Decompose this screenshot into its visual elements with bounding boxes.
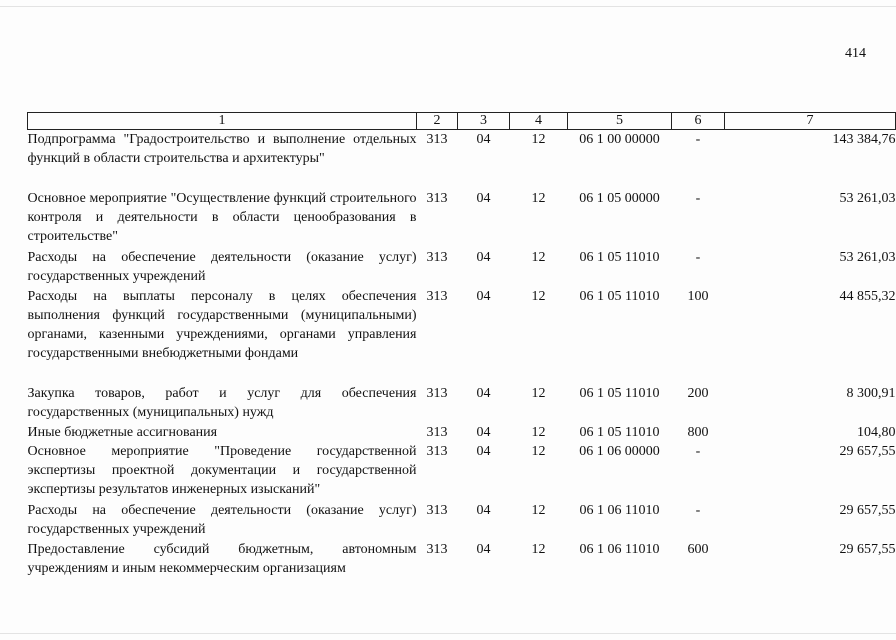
row-col-3: 04 bbox=[476, 443, 491, 459]
table-row bbox=[28, 423, 896, 442]
row-col-6: - bbox=[695, 502, 701, 518]
row-col-4: 12 bbox=[531, 288, 546, 304]
page-number: 414 bbox=[845, 46, 866, 61]
row-col-6: 600 bbox=[687, 541, 709, 557]
row-col-5: 06 1 05 11010 bbox=[579, 249, 660, 265]
row-col-4: 12 bbox=[531, 249, 546, 265]
header-col-1: 1 bbox=[28, 113, 417, 130]
row-col-6: 800 bbox=[687, 424, 709, 440]
row-col-6: - bbox=[695, 443, 701, 459]
row-col-3: 04 bbox=[476, 288, 491, 304]
row-col-5: 06 1 05 00000 bbox=[579, 190, 660, 206]
row-col-5: 06 1 05 11010 bbox=[579, 424, 660, 440]
row-col-3: 04 bbox=[476, 541, 491, 557]
row-col-6: - bbox=[695, 132, 701, 147]
row-col-4: 12 bbox=[531, 190, 546, 206]
row-col-2: 313 bbox=[426, 288, 448, 304]
budget-table bbox=[27, 112, 896, 579]
row-col-2: 313 bbox=[426, 132, 448, 147]
row-name: Расходы на выплаты персоналу в целях обеспечения выполнения функций государственными (муниципальными) органами, казенными учреждениями, органами управления государственными внебюджетными фондами bbox=[27, 288, 417, 361]
row-col-2: 313 bbox=[426, 385, 448, 401]
table-header-row bbox=[28, 113, 896, 130]
row-col-2: 313 bbox=[426, 424, 448, 440]
row-col-5: 06 1 05 11010 bbox=[579, 288, 660, 304]
table-row bbox=[28, 130, 896, 189]
row-col-5: 06 1 06 11010 bbox=[579, 541, 660, 557]
header-col-7: 7 bbox=[725, 113, 896, 130]
row-col-4: 12 bbox=[531, 502, 546, 518]
row-col-7: 29 657,55 bbox=[839, 541, 896, 557]
row-col-4: 12 bbox=[531, 443, 546, 459]
row-name: Расходы на обеспечение деятельности (оказание услуг) государственных учреждений bbox=[27, 249, 417, 284]
header-col-5: 5 bbox=[568, 113, 672, 130]
row-col-6: - bbox=[695, 190, 701, 206]
table-row bbox=[28, 540, 896, 579]
row-name: Основное мероприятие "Осуществление функций строительного контроля и деятельности в области ценообразования в строительстве" bbox=[27, 190, 417, 244]
row-col-3: 04 bbox=[476, 424, 491, 440]
header-col-6: 6 bbox=[672, 113, 725, 130]
row-col-4: 12 bbox=[531, 132, 546, 147]
row-col-7: 8 300,91 bbox=[846, 385, 896, 401]
row-name: Подпрограмма "Градостроительство и выполнение отдельных функций в области строительства и архитектуры" bbox=[27, 132, 417, 166]
row-col-5: 06 1 06 11010 bbox=[579, 502, 660, 518]
row-col-2: 313 bbox=[426, 502, 448, 518]
row-col-7: 53 261,03 bbox=[839, 190, 896, 206]
row-col-2: 313 bbox=[426, 190, 448, 206]
row-name: Расходы на обеспечение деятельности (оказание услуг) государственных учреждений bbox=[27, 502, 417, 537]
table-row bbox=[28, 189, 896, 248]
table-row bbox=[28, 501, 896, 540]
row-col-7: 44 855,32 bbox=[839, 288, 896, 304]
row-col-6: 100 bbox=[687, 288, 709, 304]
scan-edge-bottom bbox=[0, 633, 896, 634]
row-col-7: 143 384,76 bbox=[832, 132, 896, 147]
row-col-5: 06 1 06 00000 bbox=[579, 443, 660, 459]
row-col-7: 53 261,03 bbox=[839, 249, 896, 265]
row-col-3: 04 bbox=[476, 385, 491, 401]
row-col-7: 104,80 bbox=[857, 424, 896, 440]
row-col-7: 29 657,55 bbox=[839, 443, 896, 459]
row-col-2: 313 bbox=[426, 249, 448, 265]
header-col-3: 3 bbox=[458, 113, 510, 130]
row-col-7: 29 657,55 bbox=[839, 502, 896, 518]
row-col-5: 06 1 00 00000 bbox=[579, 132, 660, 147]
row-col-2: 313 bbox=[426, 443, 448, 459]
table-row bbox=[28, 287, 896, 384]
row-col-3: 04 bbox=[476, 502, 491, 518]
table-row bbox=[28, 248, 896, 287]
row-col-3: 04 bbox=[476, 190, 491, 206]
row-col-6: 200 bbox=[687, 385, 709, 401]
row-name: Закупка товаров, работ и услуг для обеспечения государственных (муниципальных) нужд bbox=[27, 385, 417, 420]
row-col-4: 12 bbox=[531, 385, 546, 401]
row-name: Предоставление субсидий бюджетным, автономным учреждениям и иным некоммерческим организациям bbox=[27, 541, 417, 576]
scan-edge-top bbox=[0, 6, 896, 7]
row-name: Иные бюджетные ассигнования bbox=[27, 424, 218, 440]
table-row bbox=[28, 384, 896, 423]
row-col-6: - bbox=[695, 249, 701, 265]
header-col-4: 4 bbox=[510, 113, 568, 130]
row-col-4: 12 bbox=[531, 424, 546, 440]
header-col-2: 2 bbox=[417, 113, 458, 130]
row-col-3: 04 bbox=[476, 249, 491, 265]
row-col-5: 06 1 05 11010 bbox=[579, 385, 660, 401]
table-row bbox=[28, 442, 896, 501]
row-col-4: 12 bbox=[531, 541, 546, 557]
row-col-3: 04 bbox=[476, 132, 491, 147]
row-name: Основное мероприятие "Проведение государственной экспертизы проектной документации и государственной экспертизы результатов инженерных изысканий" bbox=[27, 443, 417, 497]
row-col-2: 313 bbox=[426, 541, 448, 557]
